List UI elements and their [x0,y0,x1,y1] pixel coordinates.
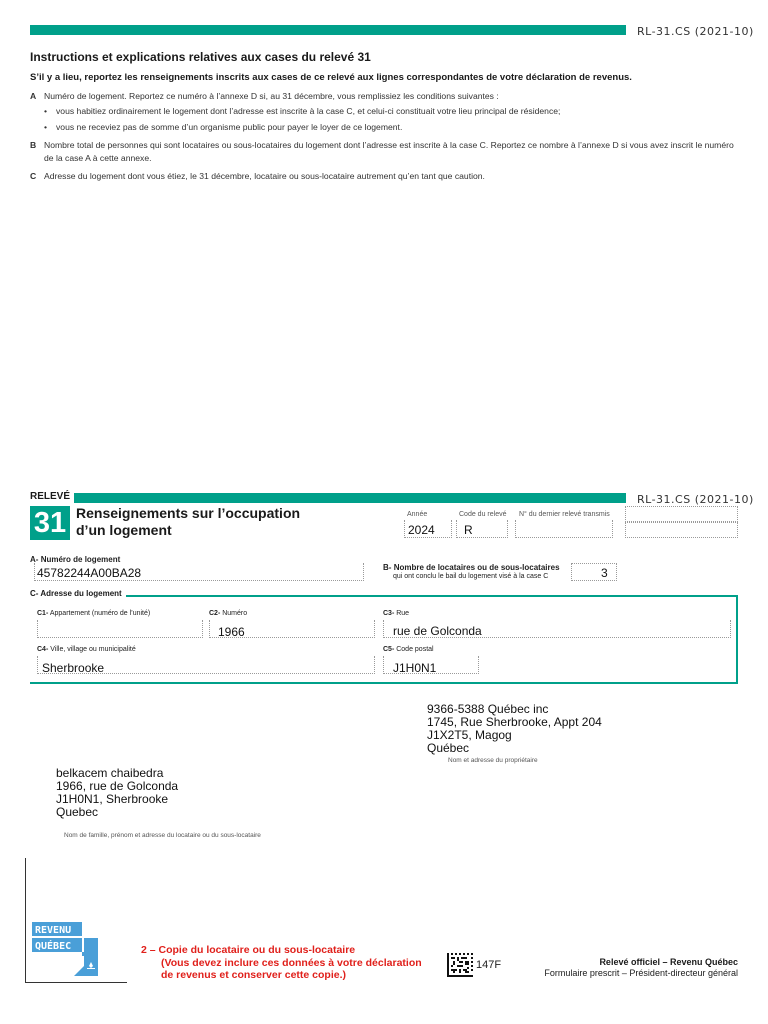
extra-box-bottom [625,522,738,538]
corner-line-horizontal [25,982,127,983]
field-c2-value: 1966 [218,625,245,639]
instruction-text: Adresse du logement dont vous étiez, le 31 décembre, locataire ou sous-locataire autrement qu’en tant que caution. [44,171,485,181]
bullet-dot: • [44,122,48,132]
tenant-line-4: Quebec [56,805,99,819]
instruction-letter: B [30,140,37,150]
form-title-line1: Renseignements sur l’occupation [76,505,301,521]
releve-label: RELEVÉ [30,491,71,502]
revenu-quebec-logo [32,922,98,976]
owner-address [427,703,602,755]
top-accent-bar [30,25,626,35]
field-c5-text: Code postal [396,646,434,653]
form-accent-bar [74,493,626,503]
field-a-prefix: A- [30,555,39,564]
owner-line-2: 1745, Rue Sherbrooke, Appt 204 [427,715,602,729]
instruction-text: Nombre total de personnes qui sont locataires ou sous-locataires du logement dont l’adresse est inscrite à la case C. Reportez ce nombre à l’annexe D si vous avez inscrit le numéro de la case A à cette annexe. [44,140,734,163]
field-a-value: 45782244A00BA28 [37,566,142,580]
field-c3-label [383,610,409,617]
owner-caption: Nom et adresse du propriétaire [448,757,538,764]
bullet-text: vous ne receviez pas de somme d’un organisme public pour payer le loyer de ce logement. [56,122,403,132]
field-c2-text: Numéro [222,610,248,617]
logo-line1: REVENU [35,925,72,936]
field-c5-value: J1H0N1 [393,661,437,675]
tenant-address [56,767,178,819]
tenant-line-2: 1966, rue de Golconda [56,779,179,793]
field-b-prefix: B- [383,563,392,572]
field-c1-prefix: C1- [37,610,49,617]
field-b-input[interactable] [571,563,617,581]
field-c4-text: Ville, village ou municipalité [50,646,136,653]
official-line-1: Relevé officiel – Revenu Québec [599,957,738,967]
field-b-value: 3 [601,566,608,580]
instruction-bullet-2 [44,122,734,132]
copy-notice [141,944,422,982]
official-line-2: Formulaire prescrit – Président-directeur général [544,968,738,978]
extra-box-top [625,506,738,522]
releve-number-badge: 31 [30,506,70,540]
field-c3-prefix: C3- [383,610,395,617]
instruction-item-c [30,170,738,183]
dernier-releve-field[interactable] [515,520,613,538]
copy-line-3: de revenus et conserver cette copie.) [161,969,346,981]
field-c1-input[interactable] [37,620,203,638]
tenant-line-1: belkacem chaibedra [56,766,164,780]
section-c-title: C- Adresse du logement [30,589,126,598]
field-c2-prefix: C2- [209,610,221,617]
field-c4-label [37,646,136,653]
annee-value: 2024 [408,523,435,537]
bullet-dot: • [44,106,48,116]
field-c3-text: Rue [396,610,410,617]
field-c3-value: rue de Golconda [393,624,482,638]
form-code: RL-31.CS (2021-10) [637,493,754,506]
code-releve-label: Code du relevé [459,511,507,518]
annee-label: Année [407,511,428,518]
form-title [76,505,376,539]
code-releve-value: R [464,523,473,537]
instructions-title: Instructions et explications relatives aux cases du relevé 31 [30,50,371,64]
field-b-text: Nombre de locataires ou de sous-locataires [393,563,560,572]
tenant-line-3: J1H0N1, Sherbrooke [56,792,169,806]
form-number-code: 147F [476,959,502,971]
owner-line-4: Québec [427,741,470,755]
instructions-intro: S’il y a lieu, reportez les renseignements inscrits aux cases de ce relevé aux lignes correspondantes de votre déclaration de revenus. [30,72,632,83]
form-code-top: RL-31.CS (2021-10) [637,25,754,38]
instruction-bullet-1 [44,106,734,116]
field-c4-value: Sherbrooke [42,661,105,675]
bullet-text: vous habitiez ordinairement le logement dont l’adresse est inscrite à la case C, et celui-ci constituait votre lieu principal de résidence; [56,106,561,116]
field-b-sublabel: qui ont conclu le bail du logement visé à la case C [393,573,549,580]
field-c1-label [37,610,150,617]
copy-line-1: 2 – Copie du locataire ou du sous-locataire [141,944,356,956]
instruction-text: Numéro de logement. Reportez ce numéro à l’annexe D si, au 31 décembre, vous remplissiez les conditions suivantes : [44,91,499,101]
owner-line-3: J1X2T5, Magog [427,728,512,742]
instruction-item-b [30,139,740,165]
instruction-item-a [30,90,738,103]
field-a-text: Numéro de logement [40,555,121,564]
tenant-caption: Nom de famille, prénom et adresse du locataire ou du sous-locataire [64,832,261,839]
field-c4-prefix: C4- [37,646,49,653]
field-c2-label [209,610,247,617]
logo-line2: QUÉBEC [35,941,72,952]
owner-line-1: 9366-5388 Québec inc [427,702,549,716]
corner-line-vertical [25,858,26,982]
field-c5-prefix: C5- [383,646,395,653]
field-c1-text: Appartement (numéro de l’unité) [49,610,151,617]
instruction-letter: A [30,91,37,101]
dernier-releve-label: N° du dernier relevé transmis [519,511,610,518]
field-b-label [383,563,560,572]
field-c5-label [383,646,434,653]
official-notice [544,957,738,979]
instruction-letter: C [30,171,37,181]
datamatrix-barcode-icon [447,953,473,977]
copy-line-2: (Vous devez inclure ces données à votre déclaration [161,956,422,969]
form-title-line2: d’un logement [76,522,172,538]
